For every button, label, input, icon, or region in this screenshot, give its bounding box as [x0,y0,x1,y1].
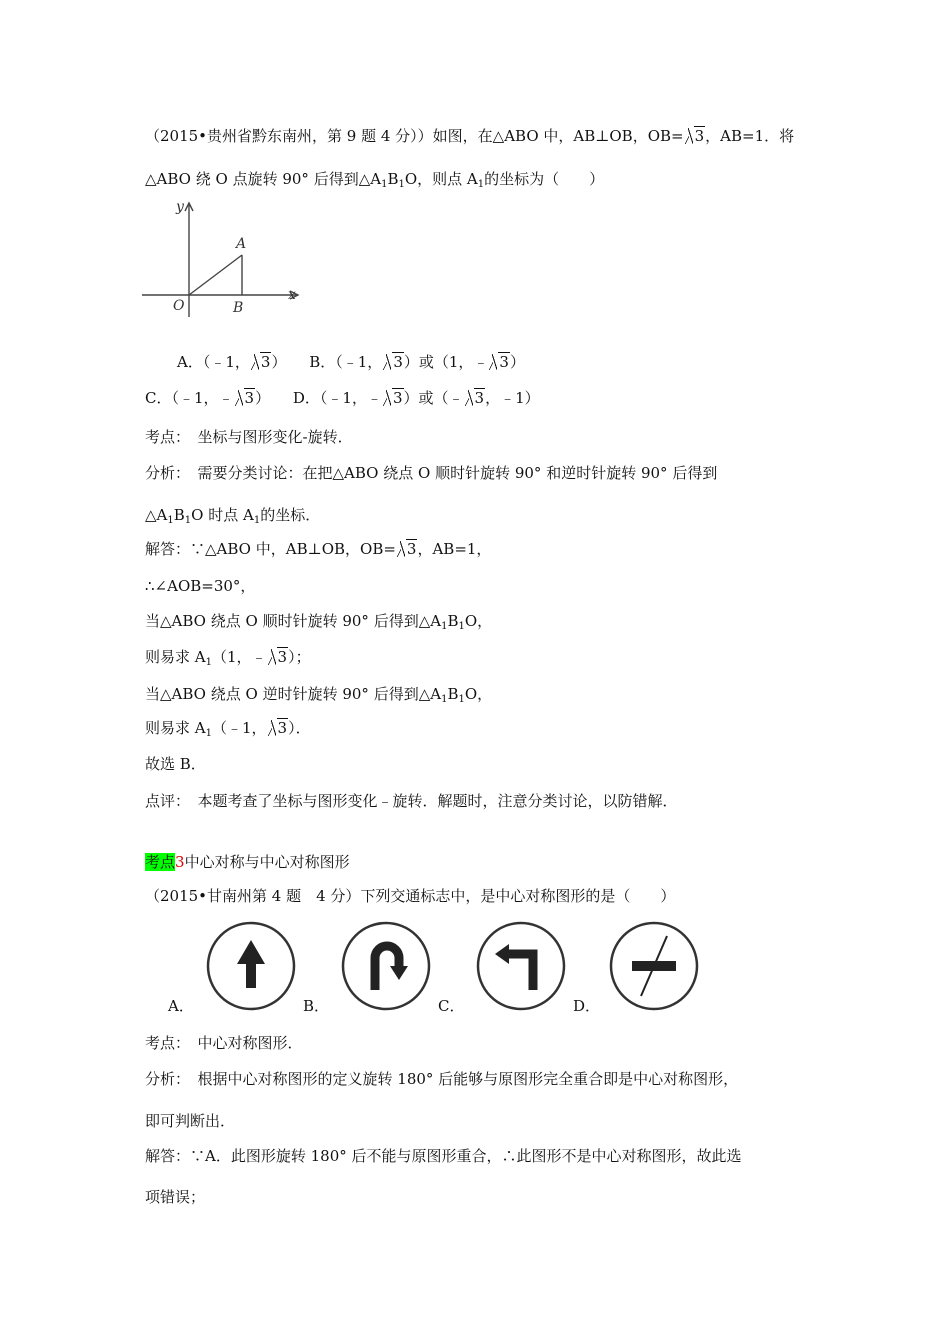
q1-dianping: 点评： 本题考查了坐标与图形变化﹣旋转．解题时，注意分类讨论，以防错解． [145,792,678,810]
q1-jieda-1: 解答：∵△ABO 中，AB⊥OB，OB= 3，AB=1， [145,540,492,558]
q1-source-line [145,126,794,146]
q1-fenxi-2: $\triangle A_1B_1O$ 时点 $A_1$的坐标． [145,506,321,526]
point-o-label: O [173,298,185,314]
q1-jieda-6: 则易求 $A_1(﹣1$， 3）． [145,719,311,739]
q1-jieda-2: ∴∠AOB=30°， [145,577,256,595]
up-arrow-sign-icon [205,920,297,1012]
q2-fenxi-1: 分析： 根据中心对称图形的定义旋转 180° 后能够与原图形完全重合即是中心对称图形， [145,1070,739,1088]
section3-heading [145,852,350,872]
sqrt-3: 3 [685,126,706,146]
q1-options-ab: A．（﹣1， 3） B．（﹣1， 3）或（1，﹣ 3） [177,353,525,371]
u-turn-sign-icon [340,920,432,1012]
q1-jieda-3: 当△ABO 绕点 O 顺时针旋转 90° 后得到$\triangle A_1B_1O$， [145,612,493,632]
y-axis-label: y [176,199,184,215]
section3-tag: 考点 [145,853,176,871]
q2-source-line: （2015•甘南州第 4 题 4 分）下列交通标志中，是中心对称图形的是（ ） [145,887,676,905]
q2-fenxi-2: 即可判断出． [145,1112,236,1130]
section3-number: 3 [175,853,185,871]
q1-kaodian: 考点： 坐标与图形变化-旋转． [145,428,353,446]
q2-label-c: C． [438,997,465,1015]
q2-label-d: D． [573,997,601,1015]
coordinate-figure [140,195,310,320]
point-b-label: B [233,300,244,316]
q1-jieda-4: 则易求 $A_1(1$，﹣ 3）； [145,648,311,668]
q1-options-cd: C．（﹣1，﹣ 3） D．（﹣1，﹣ 3）或（﹣ 3，﹣1） [145,389,540,407]
q1-guxuan: 故选 B． [145,755,206,773]
q1-question-line2: △ABO 绕 O 点旋转 90° 后得到$\triangle A_1B_1O$，则点 $A_1$的坐标为（ ） [145,170,605,190]
left-turn-sign-icon [475,920,567,1012]
q2-kaodian: 考点： 中心对称图形． [145,1034,303,1052]
no-entry-slash-sign-icon [608,920,700,1012]
q1-ab-text: ，AB=1．将 [705,127,795,145]
q1-source-text: （2015•贵州省黔东南州，第 9 题 4 分））如图，在△ABO 中，AB⊥OB，OB= [145,127,684,145]
q2-label-b: B． [303,997,330,1015]
q2-jieda-2: 项错误； [145,1188,206,1206]
q1-jieda-5: 当△ABO 绕点 O 逆时针旋转 90° 后得到$\triangle A_1B_1O$， [145,685,493,705]
point-a-label: A [236,236,247,252]
section3-title: 中心对称与中心对称图形 [184,853,350,871]
x-axis-label: x [288,287,296,303]
q2-label-a: A． [168,997,194,1015]
q1-fenxi-1: 分析： 需要分类讨论：在把△ABO 绕点 O 顺时针旋转 90° 和逆时针旋转 90° 后得到 [145,464,718,482]
q2-jieda-1: 解答：∵A．此图形旋转 180° 后不能与原图形重合，∴此图形不是中心对称图形，故此选 [145,1147,742,1165]
